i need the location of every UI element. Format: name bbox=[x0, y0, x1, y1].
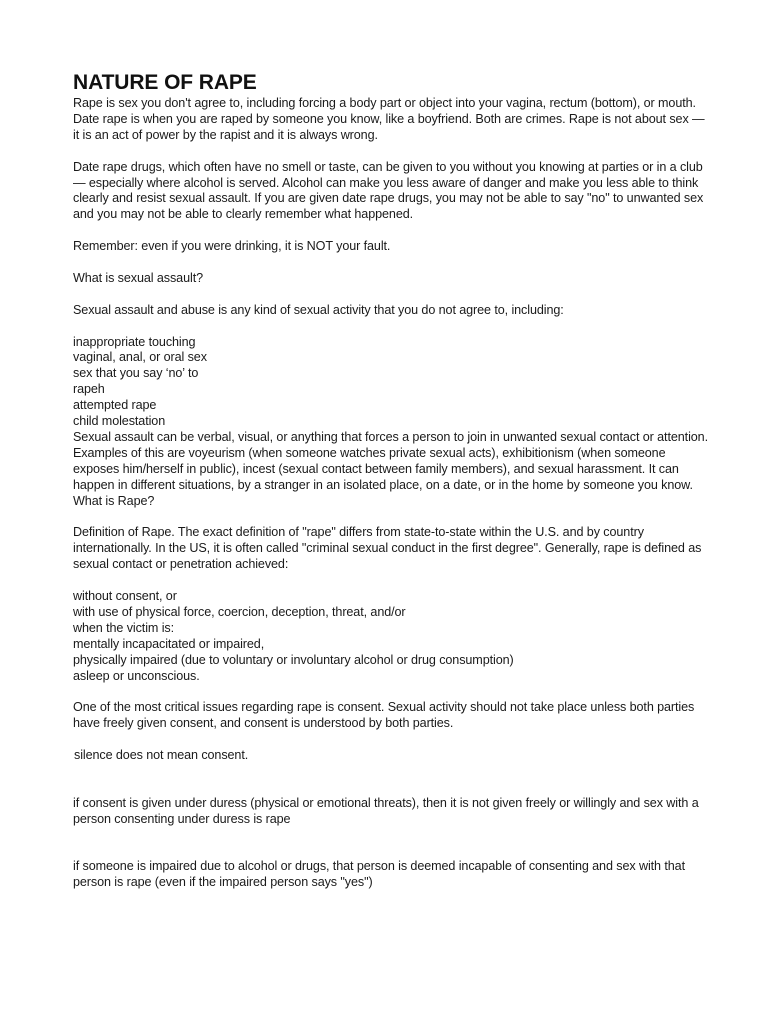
list-item: mentally incapacitated or impaired, bbox=[73, 636, 265, 651]
rape-definition-paragraph: Definition of Rape. The exact definition of "rape" differs from state-to-state within the U.S. and by country internationally. In the US, it is often called "criminal sexual conduct in the first degree". Generally, rape is defined as sexual contact or penetration achieved: bbox=[73, 525, 702, 572]
list-item: asleep or unconscious. bbox=[73, 668, 200, 683]
assault-list bbox=[73, 335, 713, 430]
list-item: vaginal, anal, or oral sex bbox=[73, 350, 207, 365]
list-item: with use of physical force, coercion, deception, threat, and/or bbox=[73, 604, 406, 619]
sexual-assault-heading: What is sexual assault? bbox=[73, 270, 203, 285]
list-item: child molestation bbox=[73, 414, 166, 429]
sexual-assault-explanation: Sexual assault can be verbal, visual, or anything that forces a person to join in unwanted sexual contact or attention. Examples of this are voyeurism (when someone watches private sexual acts), exhibitionism (when someone exposes him/herself in public), incest (sexual contact between family members), and sexual harassment. It can happen in different situations, by a stranger in an isolated place, on a date, or in the home by someone you know. bbox=[73, 429, 708, 492]
list-item: attempted rape bbox=[73, 398, 157, 413]
document-body bbox=[73, 70, 713, 891]
list-item: when the victim is: bbox=[73, 620, 174, 635]
definition-list bbox=[73, 589, 713, 684]
sexual-assault-definition: Sexual assault and abuse is any kind of sexual activity that you do not agree to, including: bbox=[73, 302, 564, 317]
impaired-paragraph: if someone is impaired due to alcohol or drugs, that person is deemed incapable of consenting and sex with that person is rape (even if the impaired person says "yes") bbox=[73, 859, 685, 890]
rape-heading: What is Rape? bbox=[73, 493, 155, 508]
list-item: without consent, or bbox=[73, 588, 177, 603]
page-title: NATURE OF RAPE bbox=[73, 71, 257, 94]
duress-paragraph: if consent is given under duress (physical or emotional threats), then it is not given freely or willingly and sex with a person consenting under duress is rape bbox=[73, 795, 699, 826]
list-item: sex that you say ‘no’ to bbox=[73, 366, 199, 381]
list-item: inappropriate touching bbox=[73, 334, 196, 349]
date-rape-drugs-paragraph: Date rape drugs, which often have no smell or taste, can be given to you without you knowing at parties or in a club — especially where alcohol is served. Alcohol can make you less aware of danger and make you less able to think clearly and resist sexual assault. If you are given date rape drugs, you may not be able to say "no" to unwanted sex and you may not be able to clearly remember what happened. bbox=[73, 159, 704, 222]
list-item: rapeh bbox=[73, 382, 105, 397]
list-item: physically impaired (due to voluntary or involuntary alcohol or drug consumption) bbox=[73, 652, 514, 667]
intro-paragraph: Rape is sex you don't agree to, including forcing a body part or object into your vagina, rectum (bottom), or mouth. Date rape is when you are raped by someone you know, like a boyfriend. Both are crimes. Rape is not about sex — it is an act of power by the rapist and it is always wrong. bbox=[73, 96, 705, 142]
remember-paragraph: Remember: even if you were drinking, it is NOT your fault. bbox=[73, 239, 391, 254]
consent-paragraph: One of the most critical issues regarding rape is consent. Sexual activity should not take place unless both parties have freely given consent, and consent is understood by both parties. bbox=[73, 700, 695, 731]
silence-paragraph: silence does not mean consent. bbox=[74, 748, 249, 763]
